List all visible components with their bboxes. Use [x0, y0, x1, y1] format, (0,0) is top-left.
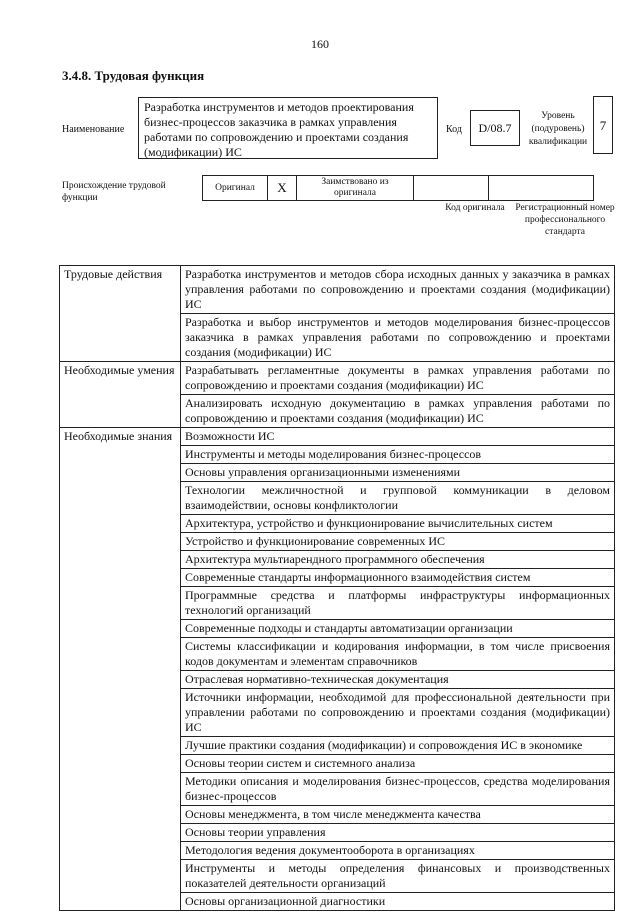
function-details-table: [59, 265, 615, 911]
skills-item: Разрабатывать регламентные документы в рамках управления работами по сопровождению и проектами создания (модификации) ИС: [181, 362, 615, 395]
table-row: [60, 362, 615, 395]
level-label: Уровень (подуровень) квалификации: [528, 111, 588, 147]
knowledge-item: Основы организационной диагностики: [181, 893, 615, 911]
level-field: 7: [593, 96, 613, 154]
knowledge-item: Технологии межличностной и групповой коммуникации в деловом взаимодействии, основы конфликтологии: [181, 482, 615, 515]
reg-number-cell: [489, 176, 594, 201]
knowledge-item: Методики описания и моделирования бизнес-процессов, средства моделирования бизнес-процессов: [181, 773, 615, 806]
knowledge-item: Архитектура, устройство и функционирование вычислительных систем: [181, 515, 615, 533]
origin-table: [202, 175, 594, 201]
knowledge-item: Системы классификации и кодирования информации, в том числе присвоения кодов документам и элементам справочников: [181, 638, 615, 671]
page-number: 160: [311, 37, 329, 51]
code-field: D/08.7: [470, 110, 520, 146]
actions-item: Разработка инструментов и методов сбора исходных данных у заказчика в рамках управления работами по сопровождению и проектами создания (модификации) ИС: [181, 266, 615, 314]
knowledge-item: Современные подходы и стандарты автоматизации организации: [181, 620, 615, 638]
category-knowledge: Необходимые знания: [60, 428, 181, 911]
knowledge-item: Возможности ИС: [181, 428, 615, 446]
table-row: [60, 266, 615, 314]
knowledge-item: Методология ведения документооборота в организациях: [181, 842, 615, 860]
reg-number-label: Регистрационный номер профессионального стандарта: [515, 203, 615, 237]
name-label: Наименование: [62, 124, 125, 135]
knowledge-item: Инструменты и методы моделирования бизнес-процессов: [181, 446, 615, 464]
original-code-label: Код оригинала: [445, 203, 505, 213]
skills-item: Анализировать исходную документацию в рамках управления работами по сопровождению и проектами создания (модификации) ИС: [181, 395, 615, 428]
knowledge-item: Основы теории систем и системного анализа: [181, 755, 615, 773]
original-mark: X: [268, 176, 297, 201]
original-label: Оригинал: [203, 176, 268, 201]
category-skills: Необходимые умения: [60, 362, 181, 428]
table-row: [60, 428, 615, 446]
origin-label: Происхождение трудовой функции: [62, 181, 166, 203]
knowledge-item: Современные стандарты информационного взаимодействия систем: [181, 569, 615, 587]
knowledge-item: Лучшие практики создания (модификации) и сопровождения ИС в экономике: [181, 737, 615, 755]
borrowed-label: Заимствовано из оригинала: [297, 176, 414, 201]
knowledge-item: Программные средства и платформы инфраструктуры информационных технологий организаций: [181, 587, 615, 620]
function-name-field: Разработка инструментов и методов проектирования бизнес-процессов заказчика в рамках управления работами по сопровождению и проектами создания (модификации) ИС: [138, 97, 438, 159]
category-actions: Трудовые действия: [60, 266, 181, 362]
knowledge-item: Инструменты и методы определения финансовых и производственных показателей деятельности организаций: [181, 860, 615, 893]
knowledge-item: Архитектура мультиарендного программного обеспечения: [181, 551, 615, 569]
code-label: Код: [446, 124, 462, 135]
knowledge-item: Устройство и функционирование современных ИС: [181, 533, 615, 551]
actions-item: Разработка и выбор инструментов и методов моделирования бизнес-процессов заказчика в рамках управления работами по сопровождению и проектами создания (модификации) ИС: [181, 314, 615, 362]
knowledge-item: Отраслевая нормативно-техническая документация: [181, 671, 615, 689]
knowledge-item: Основы управления организационными изменениями: [181, 464, 615, 482]
knowledge-item: Источники информации, необходимой для профессиональной деятельности при управлении работами по сопровождению и проектами создания (модификации) ИС: [181, 689, 615, 737]
original-code-cell: [414, 176, 489, 201]
knowledge-item: Основы менеджмента, в том числе менеджмента качества: [181, 806, 615, 824]
section-title: 3.4.8. Трудовая функция: [62, 68, 205, 83]
knowledge-item: Основы теории управления: [181, 824, 615, 842]
